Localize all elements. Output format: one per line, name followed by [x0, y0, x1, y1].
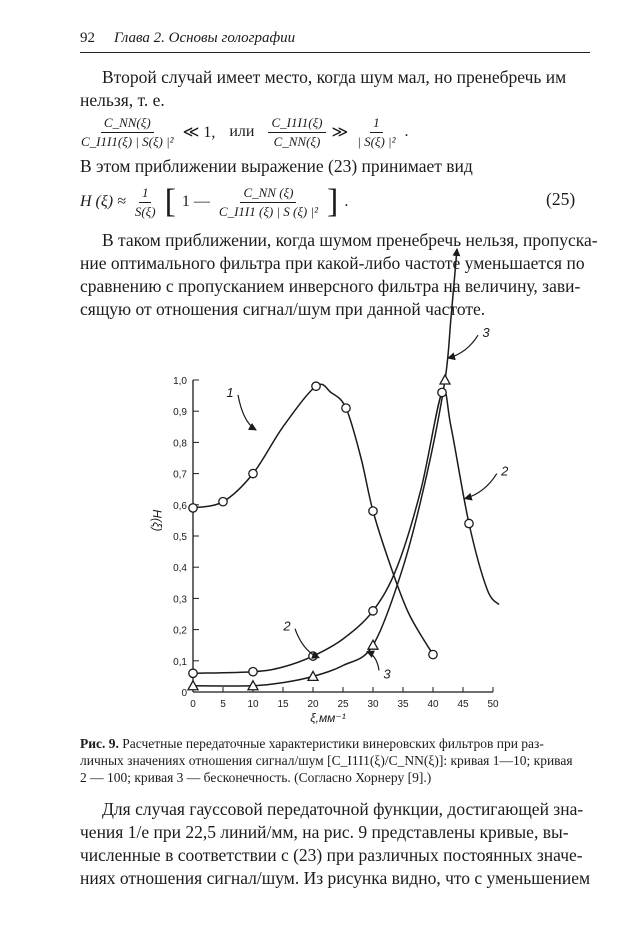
- pointer-arrow-curve-3: [367, 651, 379, 670]
- marker-curve-1: [249, 469, 257, 477]
- para3-line1: В таком приближении, когда шумом пренебречь нельзя, пропуска-: [102, 230, 598, 250]
- y-tick-label: 0,4: [173, 563, 187, 575]
- equation-24: $\frac{C\_NN(\xi)}{\text{C\_I1I1(ξ) | S(ξ) |²}}$ ≪ 1, или $\frac{C\_I1I1(\xi)}{C\_NN(\xi)}$ ≫ $\frac{1}{\text{| S(ξ) |²}}$ .: [78, 110, 409, 154]
- eq24-rhs-fraction: $\frac{1}{\text{| S(ξ) |²}}$: [357, 114, 396, 149]
- chart-curve-labels: [226, 325, 509, 681]
- x-axis-label: ξ,мм⁻¹: [310, 711, 346, 725]
- marker-curve-1: [342, 404, 350, 412]
- marker-curve-2: [249, 668, 257, 676]
- y-tick-label: 1,0: [173, 376, 187, 387]
- y-tick-label: 0,2: [173, 625, 187, 637]
- caption-line2: личных значениях отношения сигнал/шум [C_I1I1(ξ)/C_NN(ξ)]: кривая 1—10; кривая: [80, 753, 573, 768]
- x-tick-label: 50: [487, 699, 499, 710]
- label-curve-3: 3: [482, 325, 490, 341]
- y-tick-label: 0,6: [173, 500, 187, 512]
- marker-curve-1: [429, 650, 437, 658]
- y-axis-label: H(ξ): [150, 509, 164, 532]
- chapter-title: Глава 2. Основы голографии: [114, 30, 296, 46]
- para2-line1: В этом приближении выражение (23) принимает вид: [80, 156, 473, 176]
- x-tick-label: 35: [397, 699, 409, 710]
- label-curve-3: 3: [383, 666, 391, 682]
- y-tick-label: 0,7: [173, 469, 187, 481]
- eq25-coef-fraction: $\frac{1}{S(\xi)}$: [134, 184, 156, 219]
- marker-curve-3: [440, 375, 450, 384]
- marker-curve-2: [189, 669, 197, 677]
- chart-markers: [188, 375, 473, 690]
- label-curve-2: 2: [283, 618, 291, 634]
- eq24-right-fraction: $\frac{C\_I1I1(\xi)}{C\_NN(\xi)}$: [268, 115, 325, 150]
- x-tick-label: 10: [247, 699, 259, 710]
- curve-2: [193, 390, 499, 673]
- pointer-arrow-curve-2: [465, 474, 497, 499]
- y-tick-label: 0,1: [173, 656, 187, 668]
- x-tick-label: 45: [457, 699, 469, 710]
- para1-line2: нельзя, т. е.: [80, 90, 165, 110]
- y-tick-label: 0: [181, 688, 187, 699]
- eq25-number: (25): [546, 189, 576, 209]
- x-tick-label: 20: [307, 699, 319, 710]
- x-tick-label: 15: [277, 699, 289, 710]
- pointer-arrow-curve-3: [448, 335, 478, 358]
- y-tick-label: 0,9: [173, 407, 187, 419]
- para4-line4: ниях отношения сигнал/шум. Из рисунка видно, что с уменьшением: [80, 868, 591, 888]
- page-number: 92: [80, 30, 95, 46]
- para4-line2: чения 1/e при 22,5 линий/мм, на рис. 9 представлены кривые, вы-: [80, 822, 569, 842]
- para1-line1: Второй случай имеет место, когда шум мал, но пренебречь им: [102, 67, 567, 87]
- para4-line1: Для случая гауссовой передаточной функции, достигающей зна-: [102, 799, 584, 819]
- para3-line3: сравнению с пропусканием инверсного фильтра на величину, зави-: [80, 276, 581, 296]
- equation-25: H (ξ) ≈ $\frac{1}{S(\xi)}$ [ 1 — $\frac{C\_NN (\xi)}{\text{C\_I1I1 (ξ) | S (ξ) |²}}$ ] .: [80, 183, 349, 220]
- marker-curve-2: [465, 519, 473, 527]
- curve-1: [193, 384, 433, 654]
- marker-curve-3: [368, 640, 378, 649]
- chart-curves: [193, 249, 499, 686]
- label-curve-2: 2: [501, 463, 509, 479]
- x-tick-label: 30: [367, 699, 379, 710]
- marker-curve-2: [438, 388, 446, 396]
- eq25-inner-fraction: $\frac{C\_NN (\xi)}{\text{C\_I1I1 (ξ) | S (ξ) |²}}$: [218, 184, 318, 219]
- y-tick-label: 0,3: [173, 594, 187, 606]
- marker-curve-2: [369, 607, 377, 615]
- y-tick-label: 0,5: [173, 532, 187, 543]
- para3-line4: сящую от отношения сигнал/шум при данной частоте.: [80, 299, 486, 319]
- x-tick-label: 25: [337, 699, 349, 710]
- figure-label: Рис. 9.: [80, 736, 119, 751]
- pointer-arrow-curve-1: [238, 395, 256, 430]
- x-tick-label: 40: [427, 699, 439, 710]
- x-tick-label: 0: [190, 699, 196, 710]
- figure-caption: [80, 735, 590, 786]
- y-tick-label: 0,8: [173, 438, 187, 450]
- curve-3: [193, 249, 457, 686]
- eq24-left-fraction: $\frac{C\_NN(\xi)}{\text{C\_I1I1(ξ) | S(ξ) |²}}$: [81, 114, 174, 149]
- x-tick-label: 5: [220, 699, 226, 710]
- para4-line3: численные в соответствии с (23) при различных постоянных значе-: [80, 845, 583, 865]
- marker-curve-1: [189, 504, 197, 512]
- caption-line3: 2 — 100; кривая 3 — бесконечность. (Согласно Хорнеру [9].): [80, 770, 432, 785]
- label-curve-1: 1: [226, 384, 234, 400]
- marker-curve-1: [312, 382, 320, 390]
- marker-curve-1: [219, 497, 227, 505]
- caption-line1: Расчетные передаточные характеристики винеровских фильтров при раз-: [122, 736, 544, 751]
- marker-curve-1: [369, 507, 377, 515]
- para3-line2: ние оптимального фильтра при какой-либо частоте уменьшается по: [80, 253, 585, 273]
